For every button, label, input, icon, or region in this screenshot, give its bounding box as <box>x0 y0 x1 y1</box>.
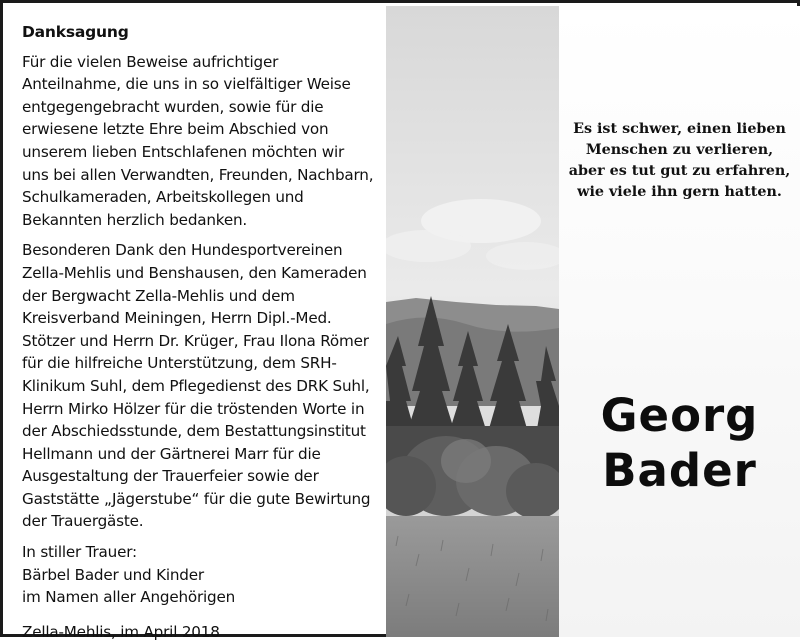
notice-heading: Danksagung <box>22 23 129 41</box>
forest-landscape-image <box>386 6 559 637</box>
thanks-column <box>22 21 374 643</box>
signoff-line-3: im Namen aller Angehörigen <box>22 588 236 607</box>
name-panel <box>559 6 800 637</box>
deceased-name <box>559 388 800 498</box>
last-name: Bader <box>602 444 757 497</box>
quote-line-2: Menschen zu verlieren, <box>585 142 774 158</box>
quote-line-3: aber es tut gut zu erfahren, <box>568 163 791 179</box>
thanks-paragraph-1: Für die vielen Beweise aufrichtiger Anteilnahme, die uns in so vielfältiger Weise entgegengebracht wurden, sowie für die erwiesene letzte Ehre beim Abschied von unserem lieben Entschlafenen möchten wir uns bei allen Verwandten, Freunden, Nachbarn, Schulkameraden, Arbeitskollegen und Bekannten herzlich bedanken. <box>22 52 374 229</box>
signoff <box>22 541 374 609</box>
signoff-line-1: In stiller Trauer: <box>22 543 137 562</box>
quote-line-4: wie viele ihn gern hatten. <box>577 184 782 200</box>
place-date: Zella-Mehlis, im April 2018 <box>22 622 220 641</box>
memorial-quote <box>559 119 800 203</box>
quote-line-1: Es ist schwer, einen lieben <box>573 121 786 137</box>
signoff-line-2: Bärbel Bader und Kinder <box>22 565 204 584</box>
first-name: Georg <box>600 389 759 442</box>
thanks-paragraph-2: Besonderen Dank den Hundesportvereinen Zella-Mehlis und Benshausen, den Kameraden der Bergwacht Zella-Mehlis und dem Kreisverband Meiningen, Herrn Dipl.-Med. Stötzer und Herrn Dr. Krüger, Frau Ilona Römer für die hilfreiche Unterstützung, dem SRH-Klinikum Suhl, dem Pflegedienst des DRK Suhl, Herrn Mirko Hölzer für die tröstenden Worte in der Abschiedsstunde, dem Bestattungsinstitut Hellmann und der Gärtnerei Marr für die Ausgestaltung der Trauerfeier sowie der Gaststätte „Jägerstube“ für die gute Bewirtung der Trauergäste. <box>22 241 371 531</box>
landscape-photo <box>386 6 559 637</box>
